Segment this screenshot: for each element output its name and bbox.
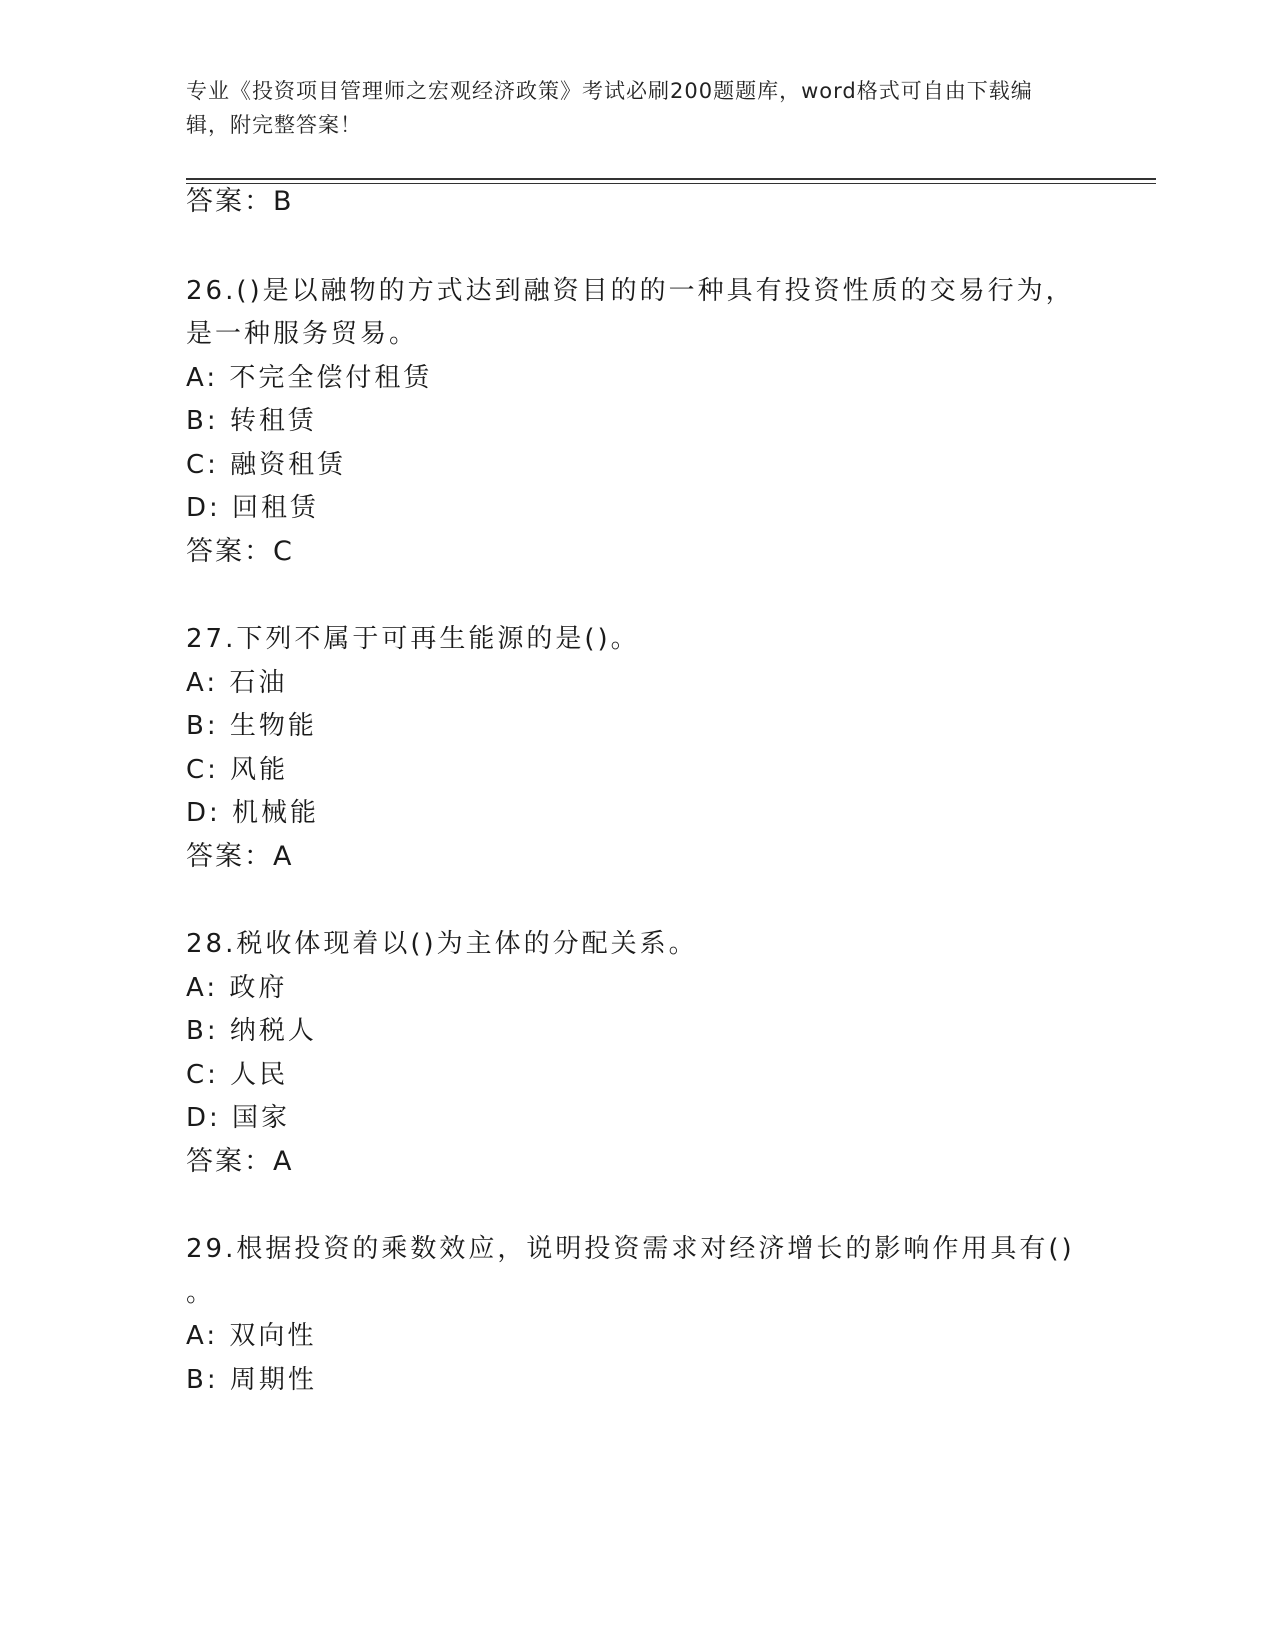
question-28-option-a: A: 政府 bbox=[186, 973, 288, 1003]
question-27-option-d: D: 机械能 bbox=[186, 798, 320, 828]
question-26-option-d: D: 回租赁 bbox=[186, 493, 320, 523]
header-divider-thick bbox=[186, 178, 1156, 180]
question-28-stem: 28.税收体现着以()为主体的分配关系。 bbox=[186, 929, 698, 959]
document-header: 专业《投资项目管理师之宏观经济政策》考试必刷200题题库，word格式可自由下载编辑，附完整答案！ bbox=[186, 79, 1033, 137]
question-26-option-c: C: 融资租赁 bbox=[186, 450, 347, 480]
question-27-option-c: C: 风能 bbox=[186, 755, 289, 785]
question-26-option-b: B: 转租赁 bbox=[186, 406, 317, 436]
question-28-option-d: D: 国家 bbox=[186, 1103, 291, 1133]
question-27-stem: 27.下列不属于可再生能源的是()。 bbox=[186, 624, 640, 654]
question-28-option-c: C: 人民 bbox=[186, 1060, 289, 1090]
question-26-answer: 答案：C bbox=[186, 536, 294, 567]
question-29-option-a: A: 双向性 bbox=[186, 1321, 317, 1351]
question-26-stem-line2: 是一种服务贸易。 bbox=[186, 319, 419, 349]
question-26-option-a: A: 不完全偿付租赁 bbox=[186, 363, 433, 393]
question-29-option-b: B: 周期性 bbox=[186, 1365, 317, 1395]
question-29-stem-line2: 。 bbox=[186, 1278, 216, 1308]
header-divider-thin bbox=[186, 183, 1156, 184]
answer-25: 答案：B bbox=[186, 186, 294, 217]
question-27-option-a: A: 石油 bbox=[186, 668, 288, 698]
question-29-stem-line1: 29.根据投资的乘数效应，说明投资需求对经济增长的影响作用具有() bbox=[186, 1234, 1075, 1264]
question-28-answer: 答案：A bbox=[186, 1146, 294, 1177]
question-26-stem-line1: 26.()是以融物的方式达到融资目的的一种具有投资性质的交易行为， bbox=[186, 276, 1075, 306]
question-27-option-b: B: 生物能 bbox=[186, 711, 317, 741]
question-28-option-b: B: 纳税人 bbox=[186, 1016, 317, 1046]
question-27-answer: 答案：A bbox=[186, 841, 294, 872]
